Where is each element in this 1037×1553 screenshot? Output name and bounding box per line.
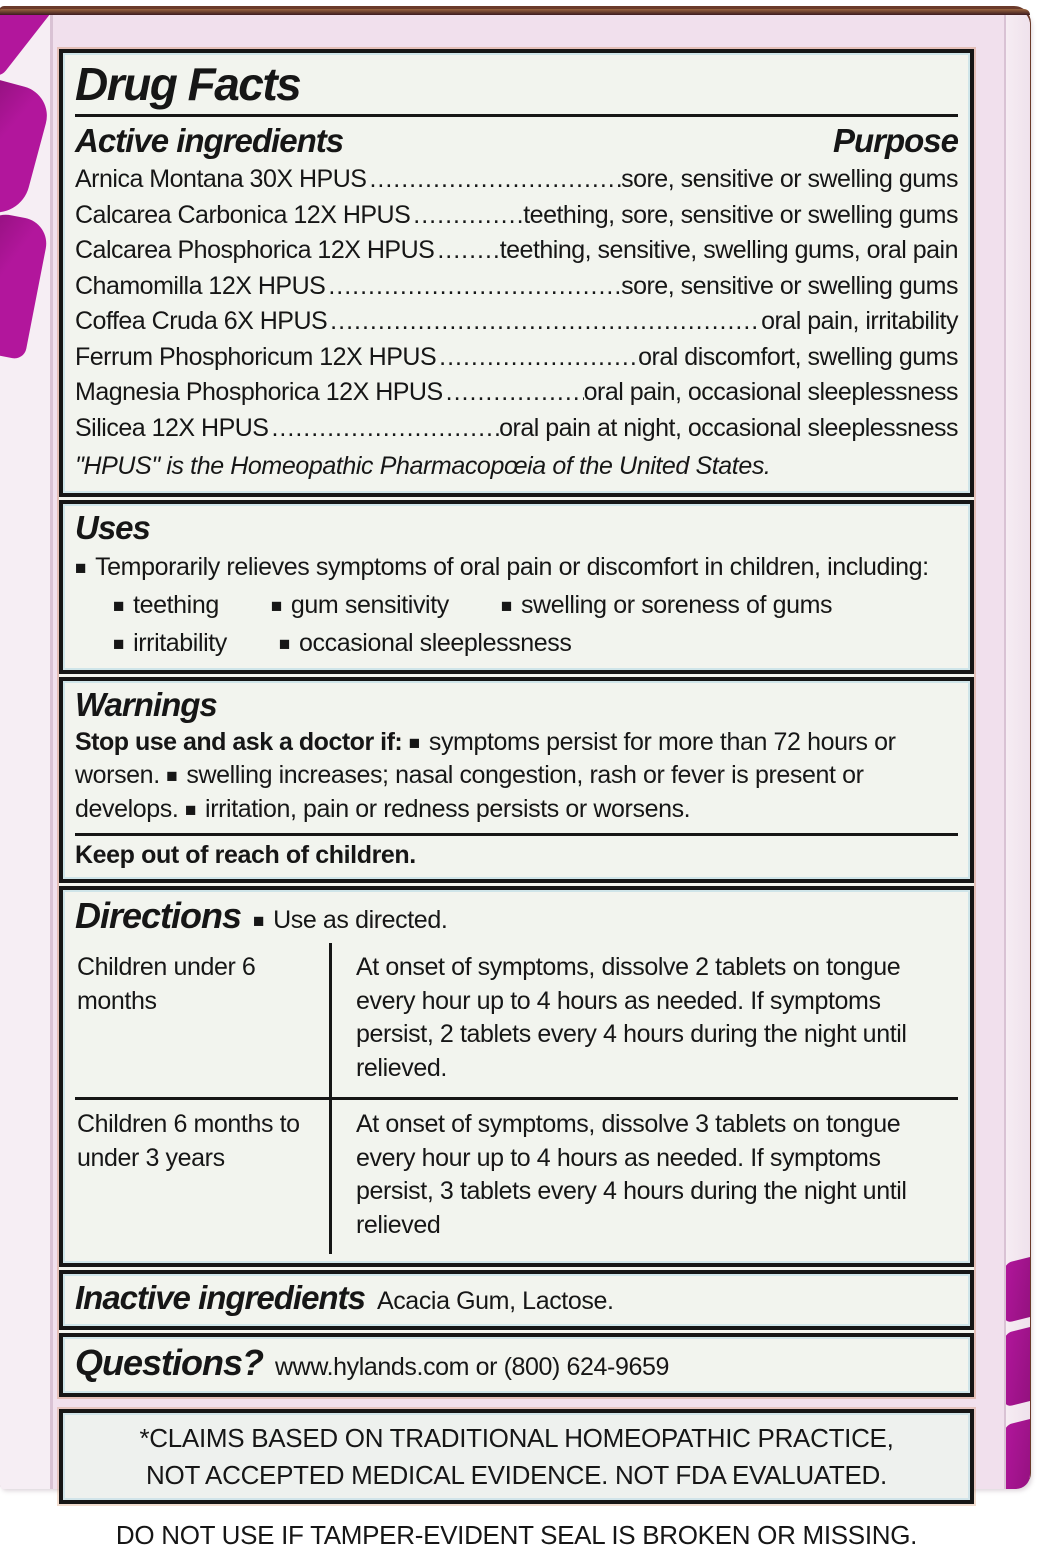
magenta-swirl-icon: [0, 210, 51, 361]
bullet-square-icon: ■: [278, 633, 290, 655]
ingredient-purpose: oral discomfort, swelling gums: [638, 342, 958, 371]
section-inactive-ingredients: [59, 1270, 974, 1330]
uses-item: ■ gum sensitivity: [270, 590, 449, 619]
directions-age-cell: Children under 6 months: [77, 953, 256, 1015]
box-front-face: [53, 9, 1004, 1551]
ingredient-purpose: oral pain, occasional sleeplessness: [583, 378, 958, 407]
bullet-square-icon: ■: [113, 595, 125, 617]
bullet-square-icon: ■: [166, 766, 178, 788]
questions-heading: Questions?: [75, 1342, 264, 1384]
dot-leader: [268, 411, 499, 447]
bullet-square-icon: ■: [253, 911, 265, 933]
drug-facts-title: Drug Facts: [75, 58, 301, 110]
warnings-heading: Warnings: [75, 685, 217, 723]
claims-line-2: NOT ACCEPTED MEDICAL EVIDENCE. NOT FDA EVALUATED.: [146, 1459, 887, 1490]
uses-item-line: [113, 626, 958, 661]
ingredient-purpose: sore, sensitive or swelling gums: [621, 271, 958, 300]
magenta-swirl-icon: [1004, 1417, 1030, 1489]
ingredient-purpose: teething, sensitive, swelling gums, oral pain: [499, 236, 958, 265]
uses-lead-line: [75, 551, 958, 585]
tamper-evident-warning: DO NOT USE IF TAMPER-EVIDENT SEAL IS BROKEN OR MISSING.: [115, 1520, 918, 1551]
purpose-heading: Purpose: [832, 122, 958, 160]
claims-disclaimer-box: [59, 1409, 974, 1504]
dot-leader: [366, 162, 621, 198]
hpus-note: "HPUS" is the Homeopathic Pharmacopœia of the United States.: [75, 452, 771, 481]
divider: [75, 114, 958, 117]
section-warnings: [59, 677, 974, 883]
ingredient-row: [75, 304, 958, 340]
ingredient-row: [75, 162, 958, 198]
warnings-bullets: ■ symptoms persist for more than 72 hours or worsen. ■ swelling increases; nasal congestion, rash or fever is present or develops. ■ irritation, pain or redness persists or worsens.: [75, 727, 896, 823]
ingredient-name: Magnesia Phosphorica 12X HPUS: [75, 378, 443, 407]
directions-instruction-cell: At onset of symptoms, dissolve 3 tablets on tongue every hour up to 4 hours as needed. If symptoms persist, 3 tablets every 4 hours during the night until relieved: [329, 1100, 958, 1254]
uses-lead-text: Temporarily relieves symptoms of oral pain or discomfort in children, including:: [95, 553, 929, 582]
section-directions: [59, 886, 974, 1267]
dot-leader: [410, 198, 523, 234]
active-ingredients-list: [75, 162, 958, 446]
dot-leader: [443, 375, 584, 411]
magenta-swirl-icon: [0, 76, 53, 220]
uses-item: ■ occasional sleeplessness: [278, 628, 572, 657]
directions-row: [75, 1097, 958, 1254]
ingredient-row: [75, 375, 958, 411]
bullet-square-icon: ■: [270, 595, 282, 617]
ingredient-purpose: sore, sensitive or swelling gums: [621, 165, 958, 194]
stop-use-label: Stop use and ask a doctor if:: [75, 727, 403, 756]
directions-table: [75, 943, 958, 1254]
use-as-directed-line: [253, 906, 447, 935]
ingredient-name: Ferrum Phosphoricum 12X HPUS: [75, 342, 437, 371]
ingredient-name: Coffea Cruda 6X HPUS: [75, 307, 328, 336]
directions-heading: Directions: [75, 895, 242, 937]
box-left-side-panel: [0, 9, 53, 1489]
section-uses: [59, 500, 974, 673]
uses-heading: Uses: [75, 509, 150, 547]
bullet-square-icon: ■: [500, 595, 512, 617]
ingredient-name: Silicea 12X HPUS: [75, 413, 269, 442]
ingredient-row: [75, 198, 958, 234]
drug-facts-label: [59, 49, 974, 1397]
ingredient-name: Arnica Montana 30X HPUS: [75, 165, 367, 194]
dot-leader: [434, 233, 499, 269]
dot-leader: [325, 269, 621, 305]
active-ingredients-header-row: [75, 122, 958, 160]
active-ingredients-heading: Active ingredients: [75, 122, 344, 160]
directions-age-cell: Children 6 months to under 3 years: [77, 1110, 300, 1172]
dot-leader: [327, 304, 761, 340]
section-questions: [59, 1333, 974, 1397]
keep-out-of-reach-text: Keep out of reach of children.: [75, 841, 416, 870]
uses-items: [75, 588, 958, 661]
section-drug-facts-active-ingredients: [59, 49, 974, 497]
ingredient-name: Calcarea Carbonica 12X HPUS: [75, 200, 411, 229]
ingredient-purpose: oral pain at night, occasional sleeplessness: [499, 413, 958, 442]
ingredient-name: Calcarea Phosphorica 12X HPUS: [75, 236, 435, 265]
ingredient-row: [75, 411, 958, 447]
ingredient-row: [75, 340, 958, 376]
uses-item: ■ teething: [113, 590, 219, 619]
ingredient-row: [75, 233, 958, 269]
bullet-square-icon: ■: [113, 633, 125, 655]
ingredient-row: [75, 269, 958, 305]
divider: [75, 833, 958, 836]
ingredient-purpose: teething, sore, sensitive or swelling gums: [523, 200, 958, 229]
use-as-directed-text: Use as directed.: [273, 906, 448, 935]
uses-item: ■ irritability: [113, 628, 227, 657]
claims-line-1: *CLAIMS BASED ON TRADITIONAL HOMEOPATHIC PRACTICE,: [139, 1423, 894, 1454]
magenta-swirl-icon: [1004, 1255, 1030, 1324]
directions-header: [75, 895, 958, 937]
bullet-square-icon: ■: [184, 799, 197, 821]
dot-leader: [436, 340, 638, 376]
bullet-square-icon: ■: [408, 732, 420, 754]
inactive-ingredients-heading: Inactive ingredients: [75, 1279, 365, 1317]
ingredient-purpose: oral pain, irritability: [761, 307, 958, 336]
ingredient-name: Chamomilla 12X HPUS: [75, 271, 326, 300]
uses-item-line: [113, 588, 958, 623]
directions-instruction-cell: At onset of symptoms, dissolve 2 tablets on tongue every hour up to 4 hours as needed. If symptoms persist, 2 tablets every 4 hours during the night until relieved.: [329, 943, 958, 1097]
bullet-square-icon: ■: [75, 558, 87, 580]
directions-row: [75, 943, 958, 1097]
magenta-swirl-icon: [1004, 1325, 1030, 1408]
magenta-swirl-icon: [0, 9, 53, 80]
inactive-ingredients-text: Acacia Gum, Lactose.: [376, 1287, 614, 1316]
warnings-text: [75, 726, 958, 827]
product-box-back-panel: [0, 9, 1030, 1551]
questions-contact-text: www.hylands.com or (800) 624-9659: [275, 1353, 669, 1382]
box-right-side-panel: [1004, 9, 1030, 1489]
uses-item: ■ swelling or soreness of gums: [500, 590, 833, 619]
